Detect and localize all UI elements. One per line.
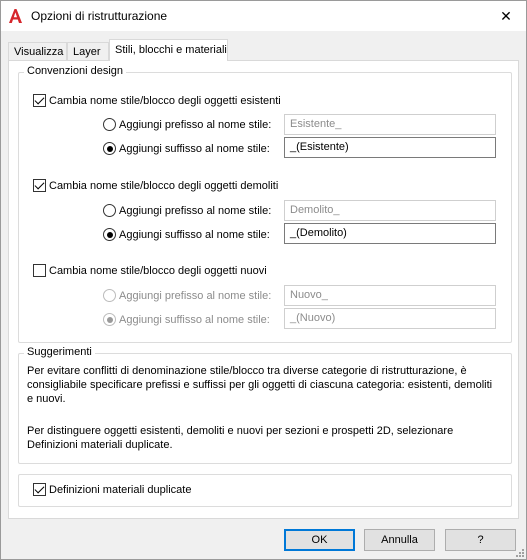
demolished-prefix-input[interactable]: Demolito_ [284, 200, 496, 221]
existing-suffix-radio[interactable] [103, 142, 270, 155]
radio-circle[interactable] [103, 228, 116, 241]
title-bar [1, 1, 526, 31]
existing-suffix-input[interactable]: _(Esistente) [284, 137, 496, 158]
tab-panel [8, 60, 519, 519]
new-suffix-radio[interactable] [103, 313, 270, 326]
checkbox-box[interactable] [33, 179, 46, 192]
rename-existing-checkbox[interactable] [33, 94, 281, 107]
close-button[interactable] [486, 1, 526, 31]
radio-circle[interactable] [103, 313, 116, 326]
demolished-prefix-label: Aggiungi prefisso al nome stile: [119, 204, 272, 217]
radio-circle[interactable] [103, 289, 116, 302]
duplicate-materials-group [18, 474, 512, 507]
rename-new-label: Cambia nome stile/blocco degli oggetti nuovi [49, 264, 267, 277]
new-prefix-label: Aggiungi prefisso al nome stile: [119, 289, 272, 302]
radio-circle[interactable] [103, 204, 116, 217]
duplicate-materials-label: Definizioni materiali duplicate [49, 483, 192, 496]
tab-layer[interactable]: Layer [67, 42, 109, 61]
existing-suffix-label: Aggiungi suffisso al nome stile: [119, 142, 270, 155]
tab-visualizza[interactable]: Visualizza [8, 42, 67, 61]
demolished-prefix-radio[interactable] [103, 204, 271, 217]
window-title: Opzioni di ristrutturazione [31, 9, 168, 23]
suggestion-paragraph-2: Per distinguere oggetti esistenti, demoliti e nuovi per sezioni e prospetti 2D, selezionare Definizioni materiali duplicate. [27, 425, 454, 451]
existing-prefix-input[interactable]: Esistente_ [284, 114, 496, 135]
help-button[interactable]: ? [445, 529, 516, 551]
demolished-suffix-label: Aggiungi suffisso al nome stile: [119, 228, 270, 241]
radio-circle[interactable] [103, 118, 116, 131]
rename-new-checkbox[interactable] [33, 264, 267, 277]
existing-prefix-label: Aggiungi prefisso al nome stile: [119, 118, 272, 131]
new-suffix-input[interactable]: _(Nuovo) [284, 308, 496, 329]
demolished-suffix-input[interactable]: _(Demolito) [284, 223, 496, 244]
rename-existing-label: Cambia nome stile/blocco degli oggetti esistenti [49, 94, 281, 107]
design-conventions-title: Convenzioni design [24, 65, 126, 77]
suggestions-title: Suggerimenti [24, 346, 95, 358]
rename-demolished-checkbox[interactable] [33, 179, 278, 192]
new-prefix-input[interactable]: Nuovo_ [284, 285, 496, 306]
suggestion-paragraph-1: Per evitare conflitti di denominazione stile/blocco tra diverse categorie di ristrutturazione, è consigliabile specificare prefissi e suffissi per gli oggetti di ciascuna categoria: esistenti, demoliti e nuovi. [27, 365, 493, 405]
existing-prefix-radio[interactable] [103, 118, 271, 131]
checkbox-box[interactable] [33, 94, 46, 107]
close-icon: ✕ [500, 7, 512, 24]
demolished-suffix-radio[interactable] [103, 228, 270, 241]
tab-stili-blocchi-materiali[interactable]: Stili, blocchi e materiali [109, 39, 228, 61]
resize-grip-icon[interactable] [514, 547, 524, 557]
new-prefix-radio[interactable] [103, 289, 271, 302]
cancel-button[interactable]: Annulla [364, 529, 435, 551]
ok-button[interactable]: OK [284, 529, 355, 551]
design-conventions-group [18, 65, 512, 343]
radio-circle[interactable] [103, 142, 116, 155]
autocad-a-icon [7, 8, 23, 24]
checkbox-box[interactable] [33, 483, 46, 496]
duplicate-materials-checkbox[interactable] [33, 483, 191, 496]
new-suffix-label: Aggiungi suffisso al nome stile: [119, 313, 270, 326]
checkbox-box[interactable] [33, 264, 46, 277]
suggestions-group [18, 346, 512, 464]
rename-demolished-label: Cambia nome stile/blocco degli oggetti demoliti [49, 179, 279, 192]
